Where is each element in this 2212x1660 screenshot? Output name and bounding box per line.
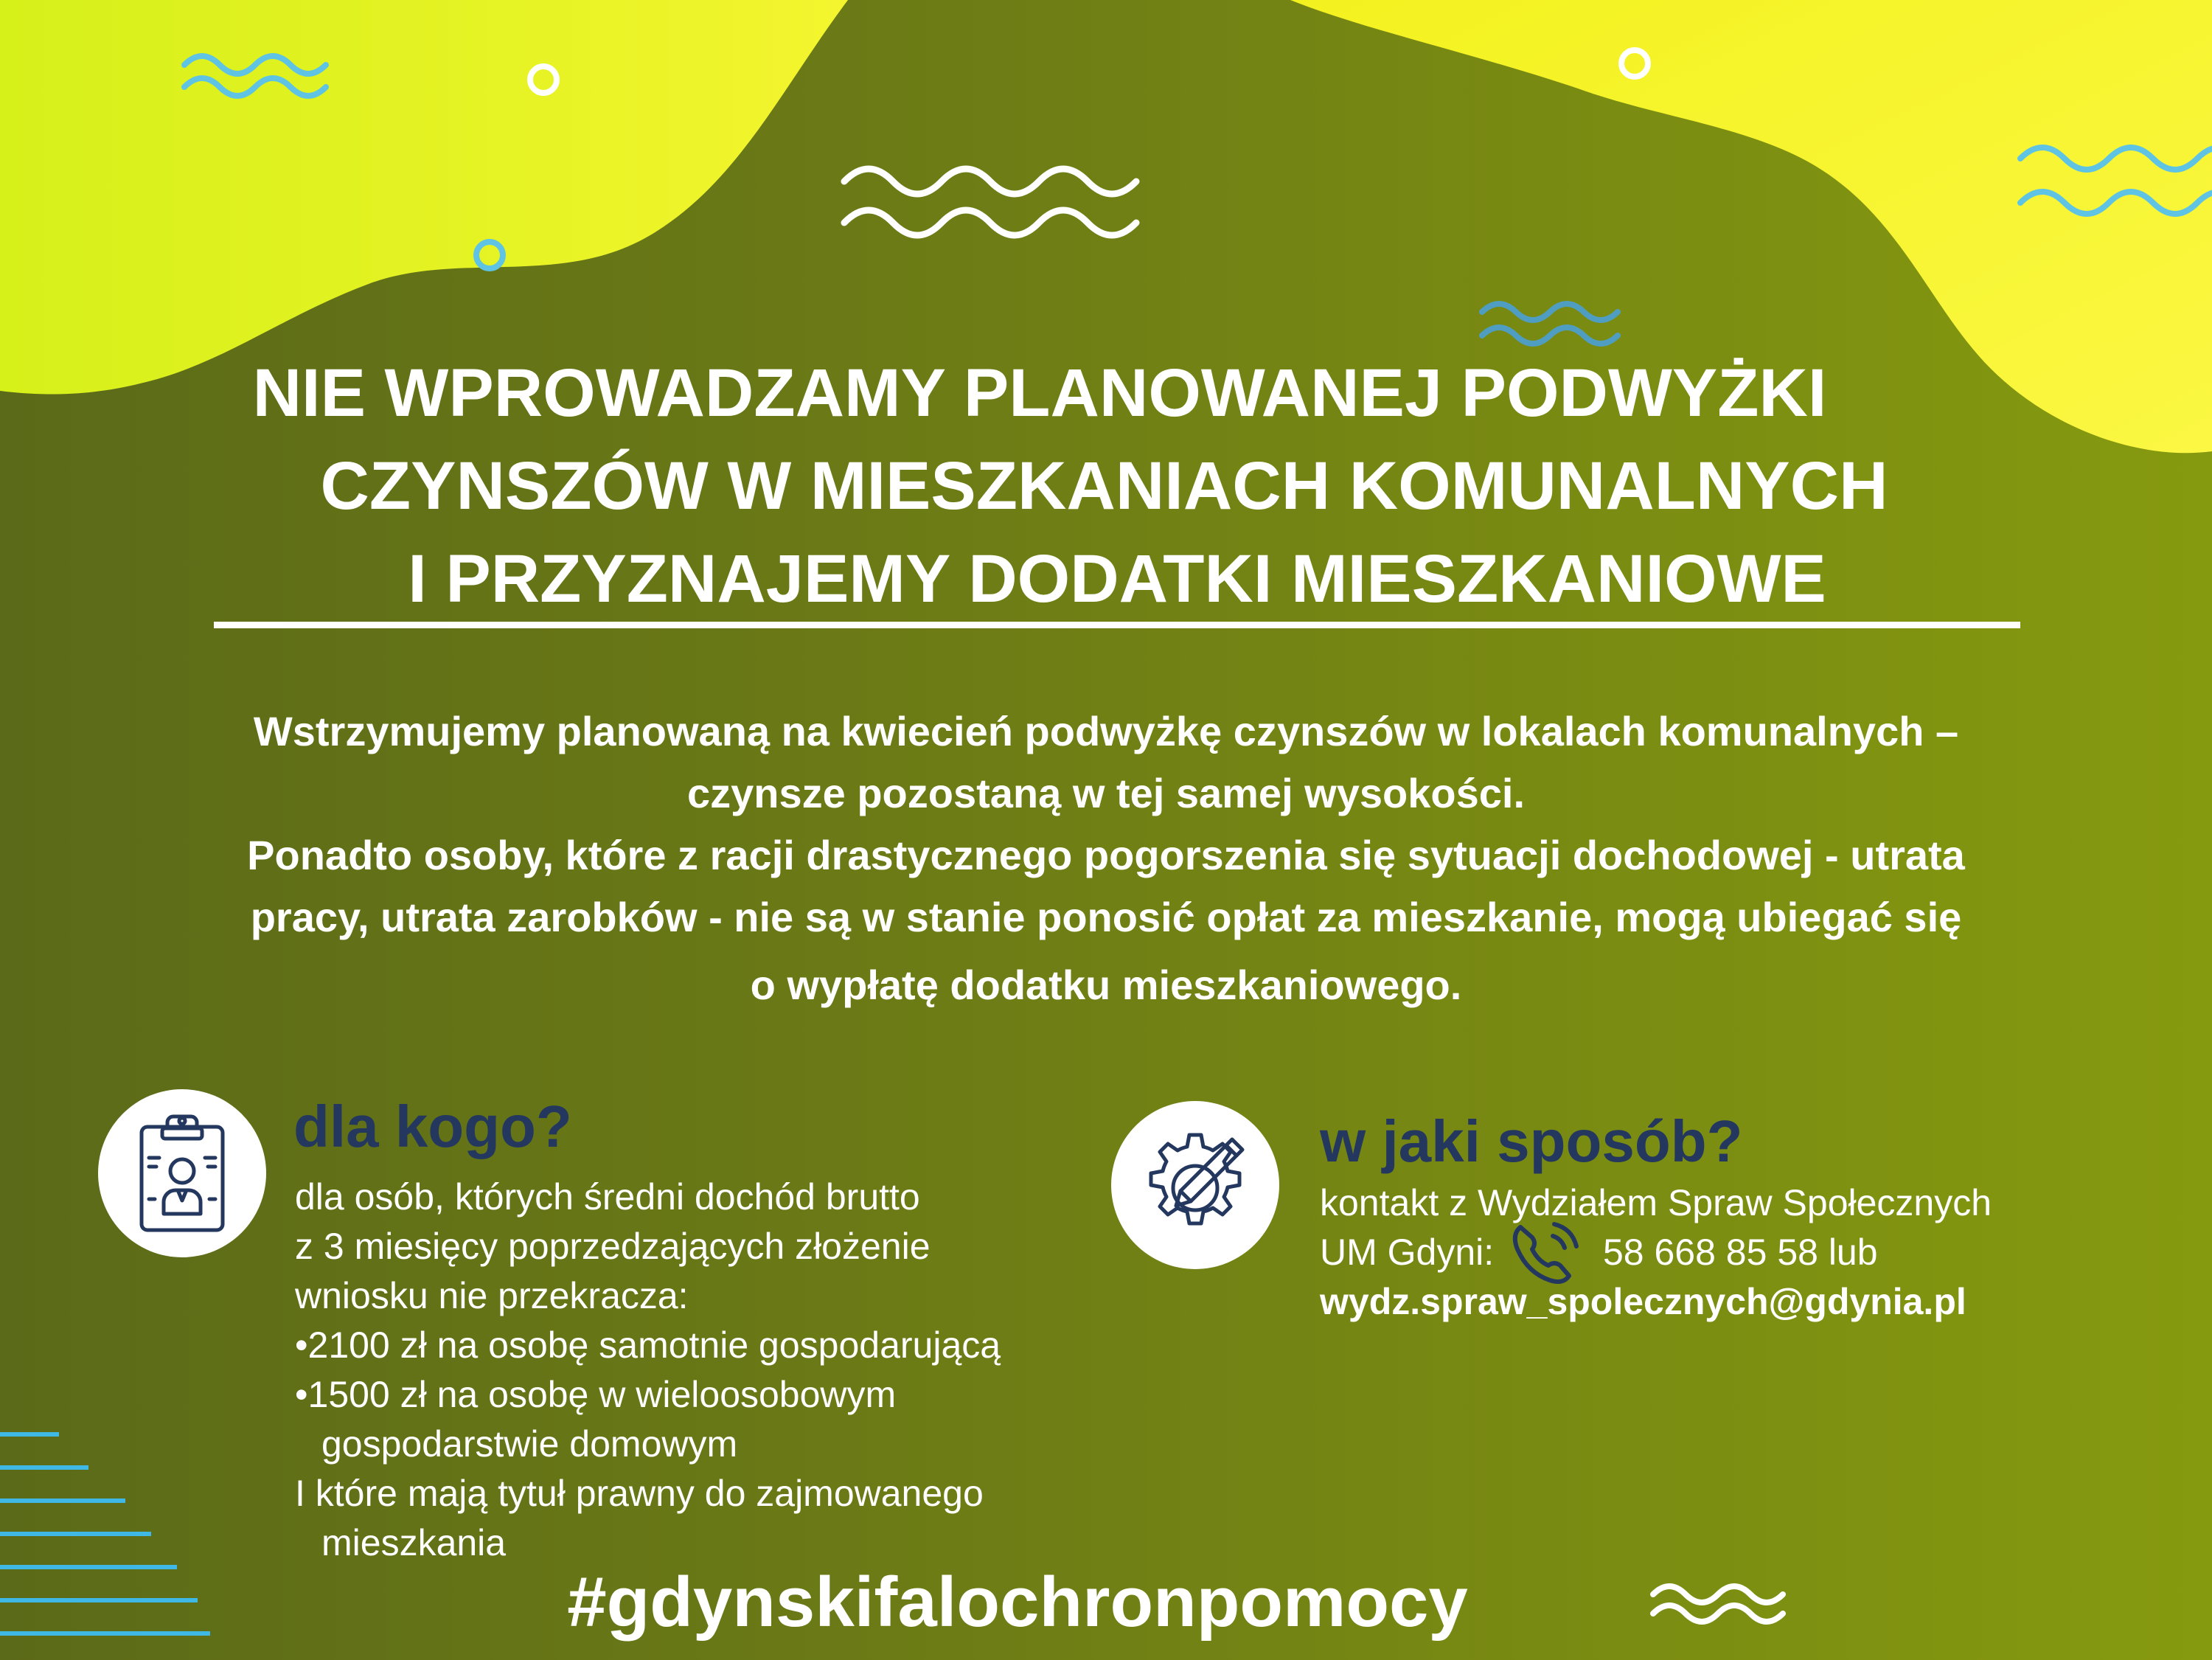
clipboard-person-icon <box>127 1111 237 1236</box>
main-title <box>0 347 2212 625</box>
title-underline <box>214 622 2020 628</box>
who-line: z 3 miesięcy poprzedzających złożenie <box>295 1226 931 1267</box>
how-line-1: kontakt z Wydziałem Spraw Społecznych <box>1320 1182 1992 1223</box>
intro-line: Wstrzymujemy planowaną na kwiecień podwyżkę czynszów w lokalach komunalnych – <box>253 708 1959 754</box>
wave-blue-title <box>1482 304 1618 344</box>
who-line: •1500 zł na osobę w wieloosobowym <box>295 1374 897 1415</box>
how-line-2 <box>1320 1228 1992 1277</box>
who-line: dla osób, których średni dochód brutto <box>295 1176 920 1218</box>
title-line-3: I PRZYZNAJEMY DODATKI MIESZKANIOWE <box>408 541 1826 617</box>
who-line: •2100 zł na osobę samotnie gospodarującą <box>295 1324 1001 1366</box>
intro-line: pracy, utrata zarobków - nie są w stanie ponosić opłat za mieszkanie, mogą ubiegać się <box>250 894 1962 940</box>
title-line-2: CZYNSZÓW W MIESZKANIACH KOMUNALNYCH <box>320 448 1888 524</box>
hashtag: #gdynskifalochronpomocy <box>567 1563 1468 1642</box>
how-heading: w jaki sposób? <box>1320 1108 1743 1174</box>
phone-number[interactable]: 58 668 85 58 lub <box>1602 1232 1878 1273</box>
who-line: mieszkania <box>321 1522 507 1563</box>
who-heading: dla kogo? <box>293 1094 572 1159</box>
how-body <box>1320 1178 1992 1327</box>
gear-pencil-icon <box>1136 1126 1254 1244</box>
how-icon-circle <box>1111 1101 1279 1269</box>
who-line: I które mają tytuł prawny do zajmowanego <box>295 1473 984 1514</box>
who-body <box>295 1173 1001 1568</box>
who-line: gospodarstwie domowym <box>321 1423 738 1465</box>
how-line-2-prefix: UM Gdyni: <box>1320 1232 1495 1273</box>
title-line-1: NIE WPROWADZAMY PLANOWANEJ PODWYŻKI <box>252 355 1827 431</box>
intro-paragraph <box>44 701 2168 1016</box>
intro-line: Ponadto osoby, które z racji drastycznego pogorszenia się sytuacji dochodowej - utrata <box>247 832 1965 878</box>
who-icon-circle <box>98 1089 266 1257</box>
phone-icon <box>1504 1233 1593 1277</box>
email-link[interactable]: wydz.spraw_spolecznych@gdynia.pl <box>1320 1281 1966 1322</box>
intro-line: o wypłatę dodatku mieszkaniowego. <box>750 962 1462 1008</box>
who-line: wniosku nie przekracza: <box>295 1275 689 1316</box>
lime-blob <box>0 0 848 394</box>
intro-line: czynsze pozostaną w tej samej wysokości. <box>687 770 1525 816</box>
wave-white-top <box>844 169 1136 235</box>
